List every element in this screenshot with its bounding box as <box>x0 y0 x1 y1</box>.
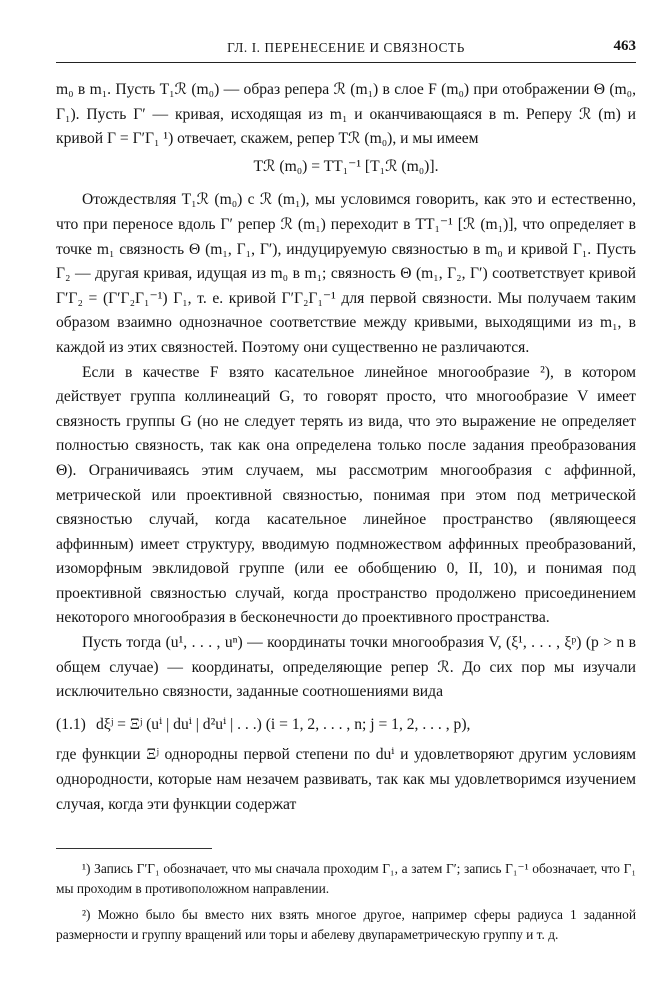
page-number: 463 <box>613 38 636 54</box>
equation-frame-transform: Tℛ (m₀) = TT₁⁻¹ [T₁ℛ (m₀)]. <box>253 157 439 175</box>
paragraph-5: где функции Ξʲ однородны первой степени по duⁱ и удовлетворяют другим условиям однородности, которые нам незачем развивать, так как мы удовлетворимся изучением случая, когда эти функции содержат <box>56 746 636 813</box>
paragraph-1: m₀ в m₁. Пусть T₁ℛ (m₀) — образ репера ℛ (m₁) в слое F (m₀) при отображении Θ (m₀, Γ₁). Пусть Γ′ — кривая, исходящая из m₁ и оканчивающаяся в m. Реперу ℛ (m) и кривой Γ = Γ′Γ₁ ¹) отвечает, скажем, репер Tℛ (m₀), и мы имеем <box>56 81 636 148</box>
footnote-1: ¹) Запись Γ′Γ₁ обозначает, что мы сначала проходим Γ₁, а затем Γ′; запись Γ₁⁻¹ обозначает, что Γ₁ мы проходим в противоположном направлении. <box>56 861 636 896</box>
equation-1-1 <box>56 713 636 738</box>
page-header <box>56 38 636 63</box>
main-text <box>56 78 636 817</box>
paragraph-3: Если в качестве F взято касательное линейное многообразие ²), в котором действует группа коллинеаций G, то говорят просто, что многообразие V имеет связность группы G (но не следует терять из вида, что это выражение не определяет полностью связность, так как она определена только после задания преобразования Θ). Ограничиваясь этим случаем, мы рассмотрим многообразия с аффинной, метрической или проективной связностью, понимая при этом под метрической связностью случай, когда касательное линейное пространство (являющееся аффинным) имеет структуру, вводимую подмножеством аффинных преобразований, изоморфным эвклидовой группе (или ее обобщению 0, II, 10), и понимая под проективной связностью случай, когда пространство продолжено присоединением некоторого многообразия в бесконечности до проективного пространства. <box>56 363 636 627</box>
equation-number: (1.1) <box>56 715 86 733</box>
running-head: ГЛ. I. ПЕРЕНЕСЕНИЕ И СВЯЗНОСТЬ <box>227 40 465 55</box>
footnotes <box>56 848 636 951</box>
paragraph-4: Пусть тогда (u¹, . . . , uⁿ) — координаты точки многообразия V, (ξ¹, . . . , ξᵖ) (p > n в общем случае) — координаты, определяющие репер ℛ. До сих пор мы изучали исключительно связности, заданные соотношениями вида <box>56 634 636 701</box>
footnote-rule <box>56 848 212 849</box>
equation-1-1-body: dξʲ = Ξʲ (uⁱ | duⁱ | d²uⁱ | . . .) (i = 1, 2, . . . , n; j = 1, 2, . . . , p), <box>96 715 471 733</box>
paragraph-2: Отождествляя T₁ℛ (m₀) с ℛ (m₁), мы условимся говорить, как это и естественно, что при переносе вдоль Γ′ репер ℛ (m₁) переходит в TT₁⁻¹ [ℛ (m₁)], что определяет в точке m₁ связность Θ (m₁, Γ₁, Γ′), индуцируемую связностью в m₀ и кривой Γ₁. Пусть Γ₂ — другая кривая, идущая из m₀ в m₁; связность Θ (m₁, Γ₂, Γ′) соответствует кривой Γ′Γ₂ = (Γ′Γ₂Γ₁⁻¹) Γ₁, т. е. кривой Γ′Γ₂Γ₁⁻¹ для первой связности. Мы получаем таким образом взаимно однозначное соответствие между кривыми, выходящими из m₁, в каждой из этих связностей. Поэтому они существенно не различаются. <box>56 191 636 356</box>
footnote-2: ²) Можно было бы вместо них взять многое другое, например сферы радиуса 1 заданной размерности и группу вращений или торы и абелеву двупараметрическую группу и т. д. <box>56 907 636 942</box>
